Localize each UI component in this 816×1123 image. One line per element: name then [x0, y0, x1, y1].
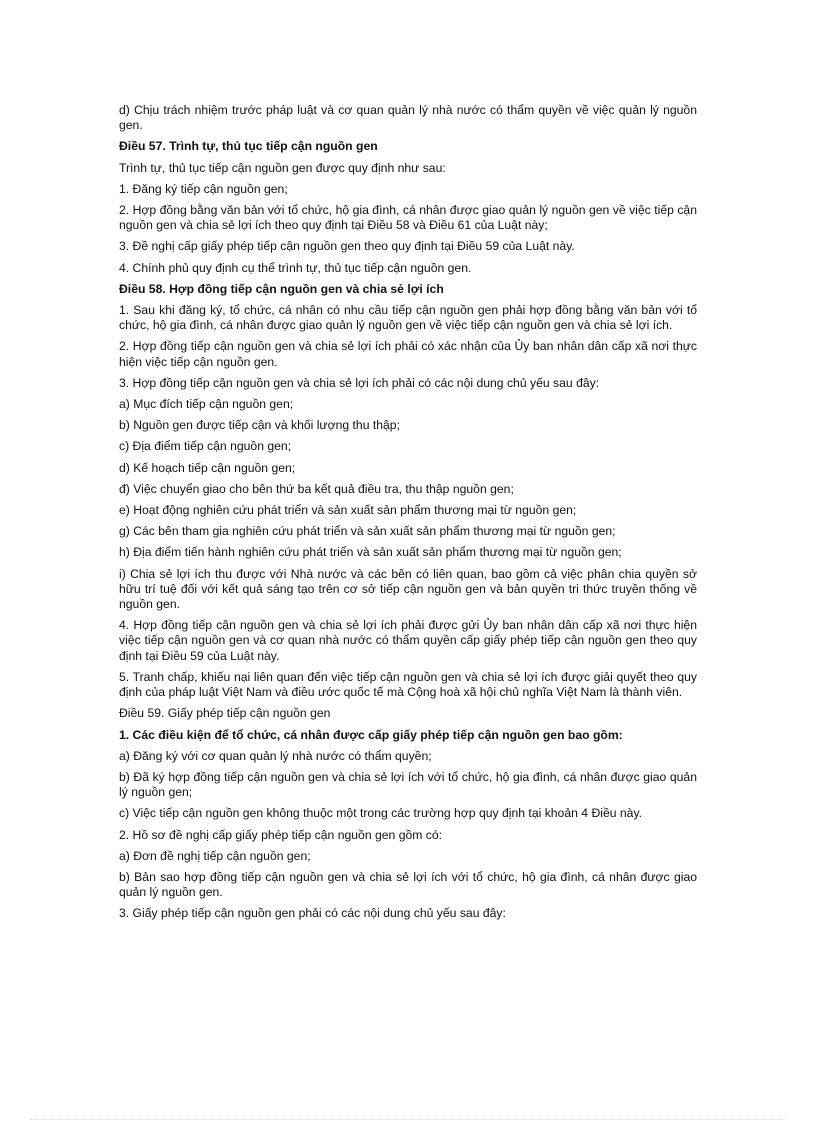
document-page: [119, 103, 697, 928]
paragraph: h) Địa điểm tiến hành nghiên cứu phát triển và sản xuất sản phẩm thương mại từ nguồn gen;: [119, 545, 622, 560]
paragraph: e) Hoạt động nghiên cứu phát triển và sản xuất sản phẩm thương mại từ nguồn gen;: [119, 503, 577, 518]
paragraph: a) Đơn đề nghị tiếp cận nguồn gen;: [119, 848, 311, 863]
paragraph: 3. Hợp đồng tiếp cận nguồn gen và chia sẻ lợi ích phải có các nội dung chủ yếu sau đây:: [119, 375, 600, 390]
paragraph: 5. Tranh chấp, khiếu nại liên quan đến việc tiếp cận nguồn gen và chia sẻ lợi ích được giải quyết theo quy định của pháp luật Việt Nam và điều ước quốc tế mà Cộng hoà xã hội chủ nghĩa Việt Nam là thành viên.: [119, 669, 697, 700]
paragraph: b) Đã ký hợp đồng tiếp cận nguồn gen và chia sẻ lợi ích với tổ chức, hộ gia đình, cá nhân được giao quản lý nguồn gen;: [119, 769, 697, 800]
page-bottom-divider: [30, 1119, 786, 1120]
paragraph: b) Bản sao hợp đồng tiếp cận nguồn gen và chia sẻ lợi ích với tổ chức, hộ gia đình, cá nhân được giao quản lý nguồn gen.: [119, 869, 697, 900]
paragraph: 1. Đăng ký tiếp cận nguồn gen;: [119, 181, 288, 196]
paragraph: 4. Chính phủ quy định cụ thể trình tự, thủ tục tiếp cận nguồn gen.: [119, 260, 472, 275]
paragraph: 2. Hợp đồng bằng văn bản với tổ chức, hộ gia đình, cá nhân được giao quản lý nguồn gen về việc tiếp cận nguồn gen và chia sẻ lợi ích theo quy định tại Điều 58 và Điều 61 của Luật này;: [119, 203, 697, 233]
article-heading-58: Điều 58. Hợp đồng tiếp cận nguồn gen và chia sẻ lợi ích: [119, 281, 444, 296]
paragraph: Trình tự, thủ tục tiếp cận nguồn gen được quy định như sau:: [119, 160, 446, 175]
article-heading-57: Điều 57. Trình tự, thủ tục tiếp cận nguồn gen: [119, 139, 378, 154]
paragraph: d) Chịu trách nhiệm trước pháp luật và cơ quan quản lý nhà nước có thẩm quyền về việc quản lý nguồn gen.: [119, 103, 697, 133]
paragraph: 1. Sau khi đăng ký, tổ chức, cá nhân có nhu cầu tiếp cận nguồn gen phải hợp đồng bằng văn bản với tổ chức, hộ gia đình, cá nhân được giao quản lý nguồn gen về việc tiếp cận nguồn gen và chia sẻ lợi ích.: [119, 303, 697, 333]
paragraph: d) Kế hoạch tiếp cận nguồn gen;: [119, 460, 296, 475]
paragraph: 2. Hồ sơ đề nghị cấp giấy phép tiếp cận nguồn gen gồm có:: [119, 827, 443, 842]
paragraph: Điều 59. Giấy phép tiếp cận nguồn gen: [119, 706, 331, 721]
article-heading-59: 1. Các điều kiện để tổ chức, cá nhân được cấp giấy phép tiếp cận nguồn gen bao gồm:: [119, 727, 623, 742]
paragraph: đ) Việc chuyển giao cho bên thứ ba kết quả điều tra, thu thập nguồn gen;: [119, 481, 514, 496]
paragraph: g) Các bên tham gia nghiên cứu phát triển và sản xuất sản phẩm thương mại từ nguồn gen;: [119, 524, 616, 539]
paragraph: c) Địa điểm tiếp cận nguồn gen;: [119, 439, 292, 454]
paragraph: 3. Giấy phép tiếp cận nguồn gen phải có các nội dung chủ yếu sau đây:: [119, 906, 506, 921]
paragraph: a) Đăng ký với cơ quan quản lý nhà nước có thẩm quyền;: [119, 748, 432, 763]
paragraph: a) Mục đích tiếp cận nguồn gen;: [119, 397, 294, 412]
paragraph: i) Chia sẻ lợi ích thu được với Nhà nước và các bên có liên quan, bao gồm cả việc phân chia quyền sở hữu trí tuệ đối với kết quả sáng tạo trên cơ sở tiếp cận nguồn gen và bản quyền tri thức truyền thống về nguồn gen.: [119, 566, 697, 612]
paragraph: b) Nguồn gen được tiếp cận và khối lượng thu thập;: [119, 418, 400, 433]
paragraph: 3. Đề nghị cấp giấy phép tiếp cận nguồn gen theo quy định tại Điều 59 của Luật này.: [119, 239, 575, 254]
paragraph: 4. Hợp đồng tiếp cận nguồn gen và chia sẻ lợi ích phải được gửi Ủy ban nhân dân cấp xã nơi thực hiện việc tiếp cận nguồn gen và cơ quan nhà nước có thẩm quyền cấp giấy phép tiếp cận nguồn gen theo quy định tại Điều 59 của Luật này.: [119, 618, 697, 663]
paragraph: 2. Hợp đồng tiếp cận nguồn gen và chia sẻ lợi ích phải có xác nhận của Ủy ban nhân dân cấp xã nơi thực hiện việc tiếp cận nguồn gen.: [119, 339, 697, 369]
paragraph: c) Việc tiếp cận nguồn gen không thuộc một trong các trường hợp quy định tại khoản 4 Điều này.: [119, 806, 643, 821]
